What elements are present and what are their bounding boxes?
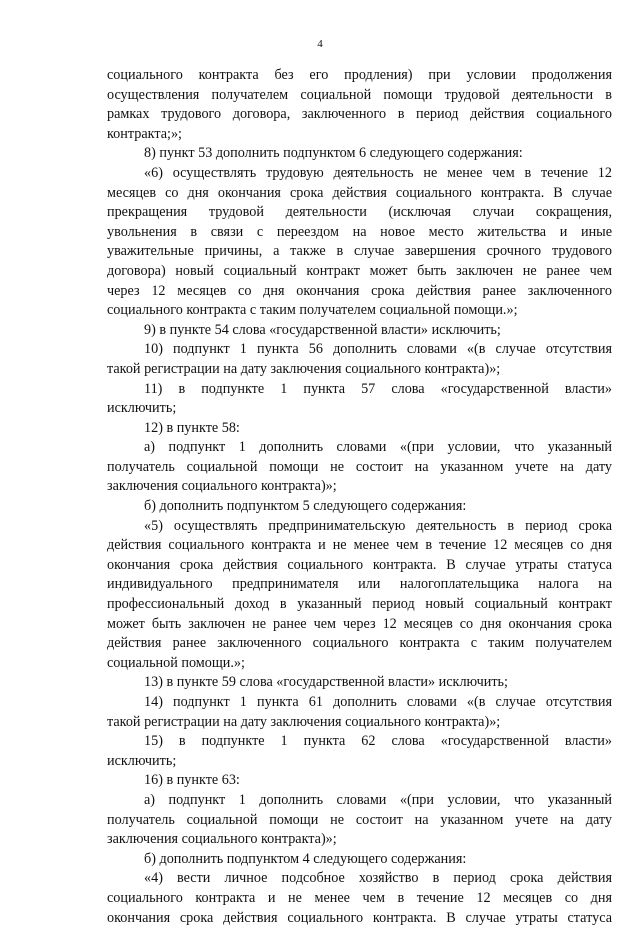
text-line: исключить; <box>107 752 177 769</box>
text-line: социальной помощи.»; <box>107 654 245 671</box>
text-line: увольнения в связи с переездом на новое место жительства и иные <box>107 223 612 240</box>
text-line: получатель социальной помощи не состоит на указанном учете на дату <box>107 458 612 475</box>
text-line: действия ранее заключенного социального контракта с таким получателем <box>107 635 612 652</box>
text-line: контракта;»; <box>107 125 182 142</box>
text-line: месяцев со дня окончания срока действия социального контракта. В случае <box>107 184 612 201</box>
text-line: «6) осуществлять трудовую деятельность не менее чем в течение 12 <box>144 164 612 181</box>
text-line: через 12 месяцев со дня окончания срока действия ранее заключенного <box>107 282 612 299</box>
text-line: действия социального контракта и не менее чем в течение 12 месяцев со дня <box>107 537 612 554</box>
text-line: социального контракта с таким получателем социальной помощи.»; <box>107 302 518 319</box>
text-line: такой регистрации на дату заключения социального контракта)»; <box>107 713 501 730</box>
text-line: прекращения трудовой деятельности (исключая случаи сокращения, <box>107 204 612 221</box>
text-line: 15) в подпункте 1 пункта 62 слова «государственной власти» <box>144 733 612 750</box>
text-line: индивидуального предпринимателя или налогоплательщика налога на <box>107 576 612 593</box>
text-line: такой регистрации на дату заключения социального контракта)»; <box>107 360 501 377</box>
text-line: может быть заключен не ранее чем через 12 месяцев со дня окончания срока <box>107 615 612 632</box>
text-line: «5) осуществлять предпринимательскую деятельность в период срока <box>144 517 612 534</box>
text-line: б) дополнить подпунктом 5 следующего содержания: <box>144 498 467 515</box>
text-line: заключения социального контракта)»; <box>107 831 337 848</box>
text-line: а) подпункт 1 дополнить словами «(при условии, что указанный <box>144 791 612 808</box>
text-line: б) дополнить подпунктом 4 следующего содержания: <box>144 850 467 867</box>
text-line: 16) в пункте 63: <box>144 772 240 789</box>
text-line: 13) в пункте 59 слова «государственной власти» исключить; <box>144 674 508 691</box>
text-line: профессиональный доход в указанный период новый социальный контракт <box>107 596 612 613</box>
text-line: 9) в пункте 54 слова «государственной власти» исключить; <box>144 321 501 338</box>
text-line: исключить; <box>107 400 177 417</box>
text-line: социального контракта без его продления) при условии продолжения <box>107 67 612 83</box>
text-line: 12) в пункте 58: <box>144 419 240 436</box>
page-number: 4 <box>317 38 323 50</box>
text-line: 8) пункт 53 дополнить подпунктом 6 следующего содержания: <box>144 145 523 162</box>
text-line: уважительные причины, а также в случае завершения срочного трудового <box>107 243 612 260</box>
text-line: «4) вести личное подсобное хозяйство в период срока действия <box>144 870 612 887</box>
text-line: 11) в подпункте 1 пункта 57 слова «государственной власти» <box>144 380 612 397</box>
text-line: договора) новый социальный контракт может быть заключен не ранее чем <box>107 262 612 279</box>
document-body <box>107 66 612 928</box>
text-line: а) подпункт 1 дополнить словами «(при условии, что указанный <box>144 439 612 456</box>
text-line: осуществления получателем социальной помощи трудовой деятельности в <box>107 86 612 103</box>
text-line: 14) подпункт 1 пункта 61 дополнить словами «(в случае отсутствия <box>144 694 612 710</box>
text-line: получатель социальной помощи не состоит на указанном учете на дату <box>107 811 612 828</box>
text-line: социального контракта и не менее чем в течение 12 месяцев со дня <box>107 889 612 906</box>
text-line: окончания срока действия социального контракта. В случае утраты статуса <box>107 909 612 926</box>
text-line: рамках трудового договора, заключенного в период действия социального <box>107 106 612 123</box>
text-line: окончания срока действия социального контракта. В случае утраты статуса <box>107 556 612 573</box>
text-line: заключения социального контракта)»; <box>107 478 337 495</box>
text-line: 10) подпункт 1 пункта 56 дополнить словами «(в случае отсутствия <box>144 341 612 358</box>
